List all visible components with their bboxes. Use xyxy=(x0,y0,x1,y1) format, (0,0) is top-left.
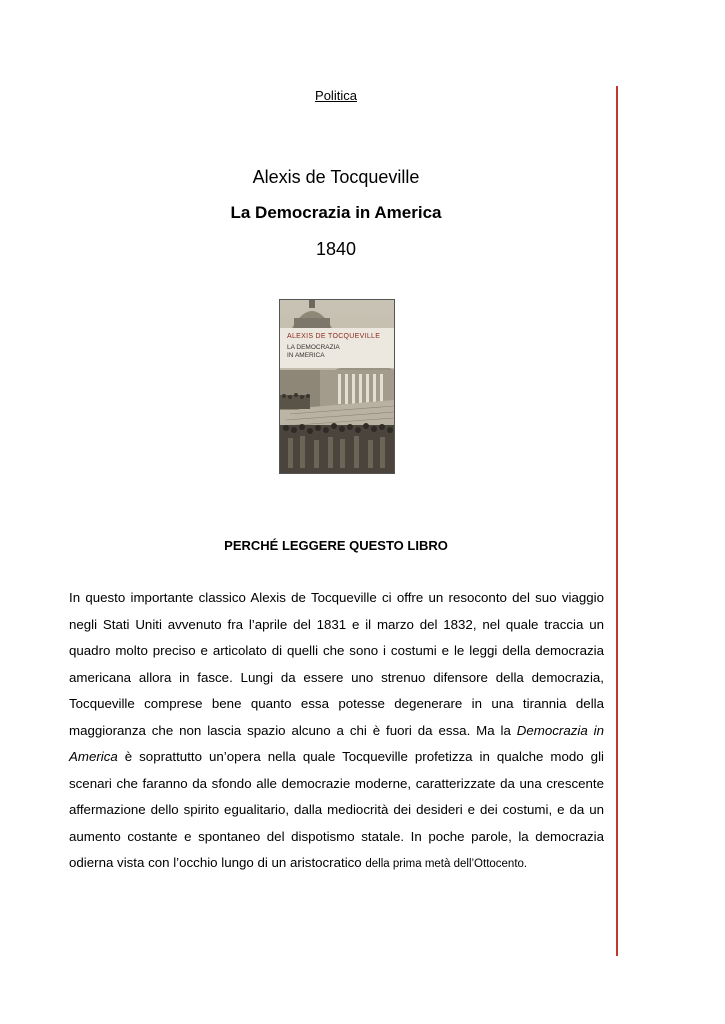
cover-title-line-1: LA DEMOCRAZIA xyxy=(287,344,340,351)
paragraph-text-small: della prima metà dell’Ottocento. xyxy=(365,858,528,870)
section-label: Politica xyxy=(315,88,357,103)
cover-illustration xyxy=(280,300,394,473)
book-year: 1840 xyxy=(315,239,357,259)
book-author: Alexis de Tocqueville xyxy=(252,167,420,187)
cover-title-text xyxy=(287,344,387,360)
paragraph-text-part-2: è soprattutto un’opera nella quale Tocqueville profetizza in qualche modo gli scenari che faranno da sfondo alle democrazie moderne, caratterizzate da una crescente affermazione dello spirito egualitario, dalla mediocrità dei desideri e dei costumi, e da un aumento costante e spontaneo del dispotismo statale. In poche parole, la democrazia odierna vista con l’occhio lungo di un aristocratico xyxy=(69,749,604,870)
paragraph-text-part-1: In questo importante classico Alexis de Tocqueville ci offre un resoconto del suo viaggio negli Stati Uniti avvenuto fra l’aprile del 1831 e il marzo del 1832, nel quale traccia un quadro molto preciso e articolato di quelli che sono i costumi e le leggi della democrazia americana allora in fasce. Lungi da essere uno strenuo difensore della democrazia, Tocqueville comprese bene quanto essa potesse degenerare in una tirannia della maggioranza che non lascia spazio alcuno a chi è fuori da essa. Ma la xyxy=(69,590,604,738)
body-paragraph xyxy=(69,585,604,878)
paragraph-italic-title: Democrazia in America xyxy=(69,722,604,764)
cover-title-line-2: IN AMERICA xyxy=(287,352,325,359)
cover-author-text: ALEXIS DE TOCQUEVILLE xyxy=(287,333,381,340)
book-cover-image xyxy=(279,299,395,474)
book-title: La Democrazia in America xyxy=(230,203,442,222)
section-heading: PERCHÉ LEGGERE QUESTO LIBRO xyxy=(224,538,448,553)
